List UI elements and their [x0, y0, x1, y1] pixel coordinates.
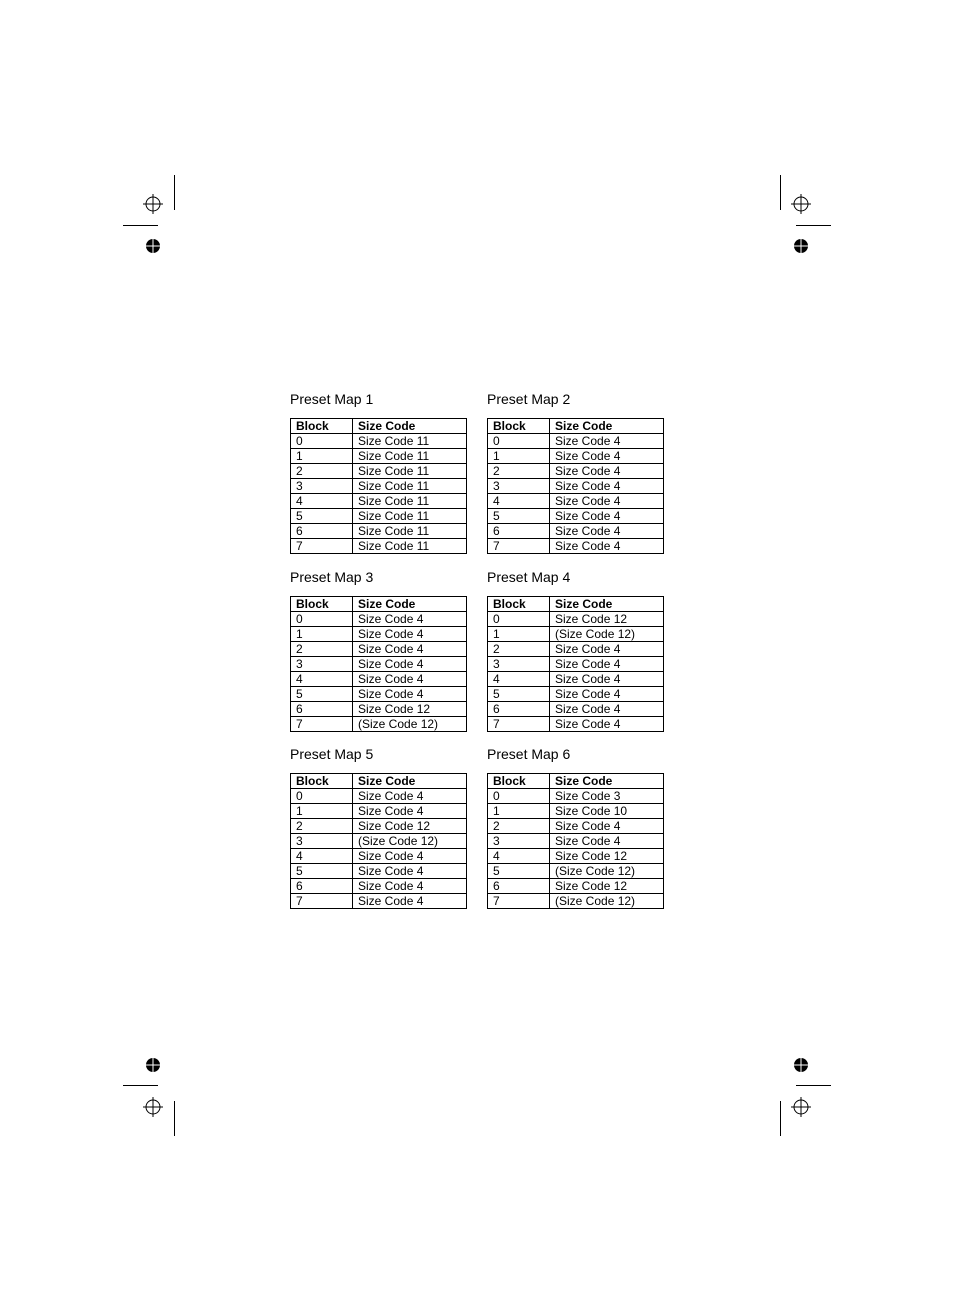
table-row: [291, 464, 467, 479]
block-cell: 1: [488, 627, 550, 642]
block-cell: 1: [291, 804, 353, 819]
block-cell: 1: [488, 804, 550, 819]
size-code-cell: Size Code 4: [550, 509, 664, 524]
size-code-cell: Size Code 4: [353, 672, 467, 687]
map-title: Preset Map 5: [290, 746, 374, 762]
block-cell: 0: [291, 434, 353, 449]
block-cell: 3: [488, 479, 550, 494]
table-row: [488, 657, 664, 672]
size-code-cell: Size Code 11: [353, 494, 467, 509]
size-code-cell: Size Code 4: [550, 717, 664, 732]
size-code-cell: Size Code 4: [353, 894, 467, 909]
column-header-size-code: Size Code: [550, 419, 664, 434]
size-code-cell: Size Code 4: [353, 789, 467, 804]
size-code-cell: Size Code 4: [550, 702, 664, 717]
size-code-cell: (Size Code 12): [550, 627, 664, 642]
table-row: [488, 717, 664, 732]
size-code-cell: Size Code 4: [550, 687, 664, 702]
block-cell: 3: [291, 834, 353, 849]
block-cell: 3: [488, 657, 550, 672]
table-row: [291, 879, 467, 894]
size-code-cell: Size Code 4: [550, 494, 664, 509]
table-row: [488, 849, 664, 864]
table-header-row: [488, 774, 664, 789]
block-cell: 6: [291, 524, 353, 539]
table-row: [291, 672, 467, 687]
table-header-row: [291, 597, 467, 612]
table-row: [488, 879, 664, 894]
map-title: Preset Map 2: [487, 391, 571, 407]
table-row: [488, 539, 664, 554]
size-code-cell: Size Code 4: [353, 864, 467, 879]
column-header-block: Block: [291, 774, 353, 789]
size-code-table: [290, 596, 467, 732]
table-row: [291, 819, 467, 834]
size-code-cell: Size Code 10: [550, 804, 664, 819]
table-row: [291, 864, 467, 879]
column-header-size-code: Size Code: [353, 597, 467, 612]
crosshair-icon: [143, 1097, 163, 1117]
size-code-cell: Size Code 4: [550, 434, 664, 449]
size-code-cell: Size Code 4: [550, 449, 664, 464]
table-row: [488, 509, 664, 524]
map-title: Preset Map 3: [290, 569, 374, 585]
block-cell: 4: [291, 494, 353, 509]
size-code-cell: Size Code 4: [353, 804, 467, 819]
size-code-table: [290, 773, 467, 909]
table-row: [488, 864, 664, 879]
column-header-block: Block: [488, 774, 550, 789]
block-cell: 4: [488, 672, 550, 687]
block-cell: 5: [488, 864, 550, 879]
table-row: [488, 449, 664, 464]
size-code-cell: Size Code 12: [550, 849, 664, 864]
block-cell: 2: [291, 464, 353, 479]
size-code-cell: Size Code 3: [550, 789, 664, 804]
block-cell: 5: [291, 687, 353, 702]
block-cell: 6: [488, 702, 550, 717]
map-title: Preset Map 4: [487, 569, 571, 585]
block-cell: 0: [488, 612, 550, 627]
block-cell: 7: [488, 894, 550, 909]
table-row: [488, 612, 664, 627]
table-row: [291, 627, 467, 642]
table-row: [488, 789, 664, 804]
size-code-cell: Size Code 11: [353, 509, 467, 524]
size-code-cell: Size Code 4: [550, 819, 664, 834]
block-cell: 4: [291, 849, 353, 864]
block-cell: 7: [291, 894, 353, 909]
block-cell: 0: [488, 434, 550, 449]
table-row: [291, 642, 467, 657]
table-row: [291, 509, 467, 524]
column-header-block: Block: [488, 419, 550, 434]
block-cell: 4: [291, 672, 353, 687]
table-row: [488, 494, 664, 509]
size-code-cell: Size Code 11: [353, 479, 467, 494]
size-code-cell: Size Code 4: [353, 612, 467, 627]
size-code-cell: Size Code 4: [353, 849, 467, 864]
block-cell: 6: [291, 879, 353, 894]
size-code-cell: Size Code 4: [550, 524, 664, 539]
table-row: [488, 819, 664, 834]
block-cell: 6: [291, 702, 353, 717]
block-cell: 6: [488, 524, 550, 539]
block-cell: 0: [291, 612, 353, 627]
table-row: [291, 687, 467, 702]
table-row: [488, 834, 664, 849]
block-cell: 7: [291, 539, 353, 554]
table-row: [291, 894, 467, 909]
column-header-size-code: Size Code: [550, 597, 664, 612]
table-header-row: [291, 774, 467, 789]
table-header-row: [291, 419, 467, 434]
size-code-cell: Size Code 11: [353, 449, 467, 464]
table-row: [291, 479, 467, 494]
size-code-cell: Size Code 4: [353, 627, 467, 642]
block-cell: 5: [488, 687, 550, 702]
block-cell: 7: [291, 717, 353, 732]
size-code-table: [290, 418, 467, 554]
table-header-row: [488, 419, 664, 434]
size-code-cell: Size Code 11: [353, 524, 467, 539]
preset-map-1: [290, 391, 468, 554]
table-row: [291, 789, 467, 804]
size-code-cell: (Size Code 12): [550, 894, 664, 909]
table-row: [291, 494, 467, 509]
block-cell: 5: [291, 509, 353, 524]
size-code-cell: Size Code 4: [550, 479, 664, 494]
column-header-block: Block: [488, 597, 550, 612]
block-cell: 1: [291, 627, 353, 642]
table-row: [291, 717, 467, 732]
block-cell: 3: [291, 479, 353, 494]
preset-map-6: [487, 746, 665, 909]
size-code-table: [487, 596, 664, 732]
size-code-cell: Size Code 4: [550, 672, 664, 687]
preset-map-2: [487, 391, 665, 554]
column-header-size-code: Size Code: [353, 419, 467, 434]
table-row: [291, 834, 467, 849]
table-row: [488, 894, 664, 909]
block-cell: 2: [291, 642, 353, 657]
registration-dot-icon: [791, 1055, 811, 1075]
size-code-cell: Size Code 4: [353, 687, 467, 702]
table-row: [488, 642, 664, 657]
block-cell: 4: [488, 849, 550, 864]
block-cell: 2: [291, 819, 353, 834]
size-code-cell: Size Code 12: [353, 702, 467, 717]
size-code-cell: Size Code 11: [353, 434, 467, 449]
table-row: [488, 702, 664, 717]
size-code-table: [487, 773, 664, 909]
table-row: [488, 627, 664, 642]
size-code-cell: Size Code 4: [550, 657, 664, 672]
block-cell: 5: [488, 509, 550, 524]
block-cell: 7: [488, 717, 550, 732]
table-row: [488, 672, 664, 687]
block-cell: 6: [488, 879, 550, 894]
size-code-cell: (Size Code 12): [550, 864, 664, 879]
column-header-block: Block: [291, 419, 353, 434]
table-row: [488, 687, 664, 702]
block-cell: 3: [291, 657, 353, 672]
block-cell: 2: [488, 819, 550, 834]
size-code-cell: Size Code 12: [550, 879, 664, 894]
size-code-cell: Size Code 12: [353, 819, 467, 834]
size-code-cell: Size Code 4: [353, 657, 467, 672]
table-row: [291, 524, 467, 539]
table-row: [488, 804, 664, 819]
crosshair-icon: [791, 1097, 811, 1117]
block-cell: 2: [488, 464, 550, 479]
table-row: [291, 849, 467, 864]
table-row: [291, 657, 467, 672]
block-cell: 5: [291, 864, 353, 879]
block-cell: 1: [488, 449, 550, 464]
block-cell: 7: [488, 539, 550, 554]
table-row: [488, 524, 664, 539]
table-row: [291, 804, 467, 819]
table-row: [291, 539, 467, 554]
size-code-table: [487, 418, 664, 554]
map-title: Preset Map 6: [487, 746, 571, 762]
registration-dot-icon: [143, 236, 163, 256]
size-code-cell: Size Code 4: [550, 539, 664, 554]
size-code-cell: Size Code 11: [353, 464, 467, 479]
size-code-cell: Size Code 4: [353, 879, 467, 894]
crosshair-icon: [791, 194, 811, 214]
size-code-cell: Size Code 12: [550, 612, 664, 627]
size-code-cell: Size Code 11: [353, 539, 467, 554]
table-header-row: [488, 597, 664, 612]
block-cell: 1: [291, 449, 353, 464]
map-title: Preset Map 1: [290, 391, 374, 407]
column-header-block: Block: [291, 597, 353, 612]
column-header-size-code: Size Code: [353, 774, 467, 789]
crosshair-icon: [143, 194, 163, 214]
registration-dot-icon: [143, 1055, 163, 1075]
preset-map-5: [290, 746, 468, 909]
size-code-cell: Size Code 4: [550, 834, 664, 849]
table-row: [291, 702, 467, 717]
column-header-size-code: Size Code: [550, 774, 664, 789]
size-code-cell: (Size Code 12): [353, 717, 467, 732]
block-cell: 3: [488, 834, 550, 849]
block-cell: 2: [488, 642, 550, 657]
table-row: [488, 479, 664, 494]
table-row: [291, 612, 467, 627]
size-code-cell: Size Code 4: [550, 642, 664, 657]
table-row: [291, 434, 467, 449]
block-cell: 4: [488, 494, 550, 509]
preset-map-3: [290, 569, 468, 732]
table-row: [291, 449, 467, 464]
registration-dot-icon: [791, 236, 811, 256]
size-code-cell: Size Code 4: [550, 464, 664, 479]
table-row: [488, 434, 664, 449]
size-code-cell: Size Code 4: [353, 642, 467, 657]
block-cell: 0: [488, 789, 550, 804]
block-cell: 0: [291, 789, 353, 804]
table-row: [488, 464, 664, 479]
preset-map-4: [487, 569, 665, 732]
size-code-cell: (Size Code 12): [353, 834, 467, 849]
